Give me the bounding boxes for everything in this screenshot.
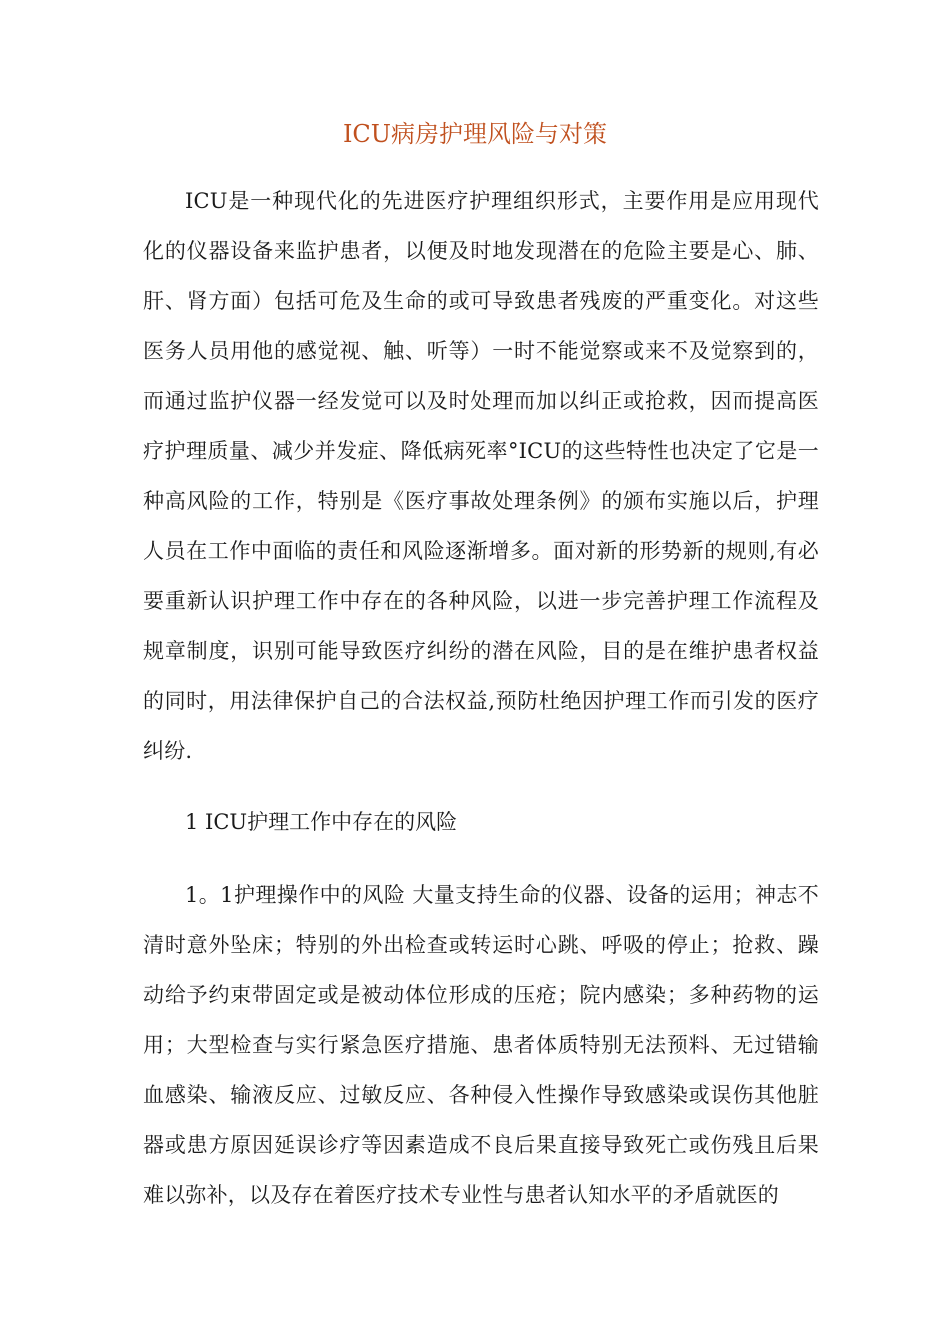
section-paragraph: 1。1护理操作中的风险 大量支持生命的仪器、设备的运用；神志不清时意外坠床；特别的外出检查或转运时心跳、呼吸的停止；抢救、躁动给予约束带固定或是被动体位形成的压疮；院内感染；多种药物的运用；大型检查与实行紧急医疗措施、患者体质特别无法预料、无过错输血感染、输液反应、过敏反应、各种侵入性操作导致感染或误伤其他脏器或患方原因延误诊疗等因素造成不良后果直接导致死亡或伤残且后果难以弥补，以及存在着医疗技术专业性与患者认知水平的矛盾就医的 xyxy=(143,883,819,1207)
section-heading: 1 ICU护理工作中存在的风险 xyxy=(185,810,458,834)
document-title: ICU病房护理风险与对策 xyxy=(342,120,608,148)
intro-paragraph: ICU是一种现代化的先进医疗护理组织形式，主要作用是应用现代化的仪器设备来监护患者，以便及时地发现潜在的危险主要是心、肺、肝、肾方面）包括可危及生命的或可导致患者残废的严重变化。对这些医务人员用他的感觉视、触、听等）一时不能觉察或来不及觉察到的，而通过监护仪器一经发觉可以及时处理而加以纠正或抢救，因而提高医疗护理质量、减少并发症、降低病死率°ICU的这些特性也决定了它是一种高风险的工作，特别是《医疗事故处理条例》的颁布实施以后，护理人员在工作中面临的责任和风险逐渐增多。面对新的形势新的规则,有必要重新认识护理工作中存在的各种风险，以进一步完善护理工作流程及规章制度，识别可能导致医疗纠纷的潜在风险，目的是在维护患者权益的同时，用法律保护自己的合法权益,预防杜绝因护理工作而引发的医疗纠纷. xyxy=(143,189,819,763)
